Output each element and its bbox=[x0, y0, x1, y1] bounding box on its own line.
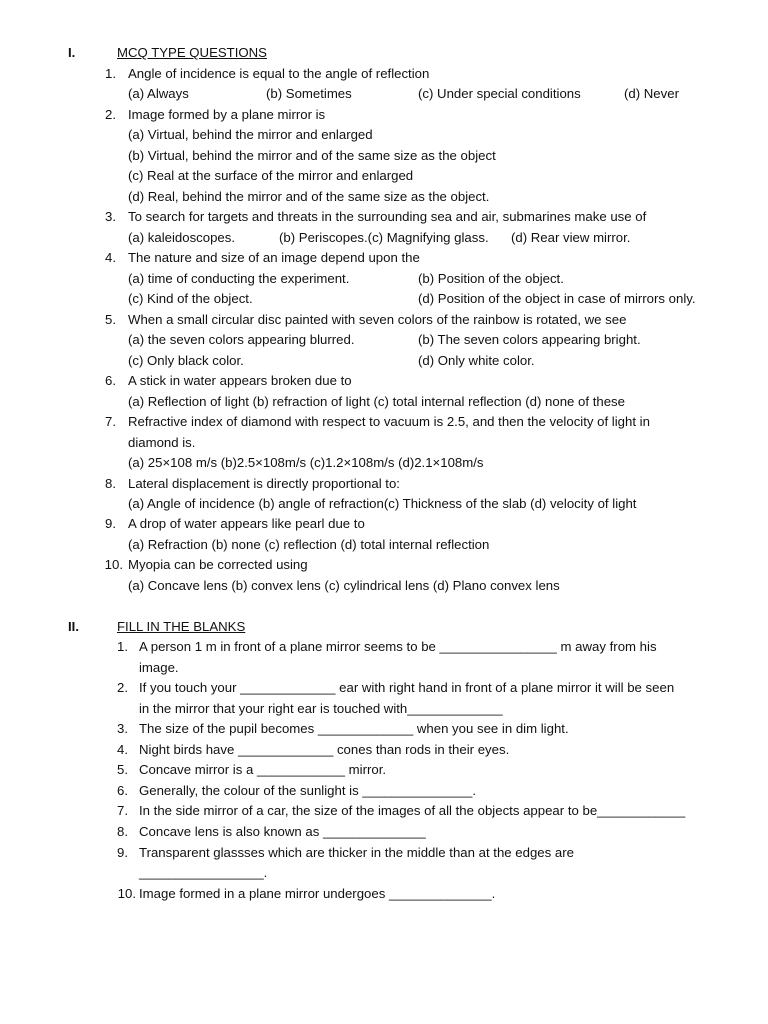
question-8-text: Lateral displacement is directly proportional to: bbox=[128, 476, 400, 491]
fill-4-number: 4. bbox=[117, 742, 128, 757]
question-9-number: 9. bbox=[105, 516, 116, 531]
question-2-number: 2. bbox=[105, 107, 116, 122]
fill-10-number: 10. bbox=[117, 886, 136, 901]
question-4-text: The nature and size of an image depend upon the bbox=[128, 250, 420, 265]
fill-8-number: 8. bbox=[117, 824, 128, 839]
question-1-text: Angle of incidence is equal to the angle of reflection bbox=[128, 66, 430, 81]
question-7-number: 7. bbox=[105, 414, 116, 429]
question-5-option-d: (d) Only white color. bbox=[418, 353, 535, 368]
question-4-option-c: (c) Kind of the object. bbox=[128, 291, 253, 306]
question-6-number: 6. bbox=[105, 373, 116, 388]
question-7-text-line1: Refractive index of diamond with respect to vacuum is 2.5, and then the velocity of light in bbox=[128, 414, 650, 429]
question-2-text: Image formed by a plane mirror is bbox=[128, 107, 326, 122]
question-2-option-a: (a) Virtual, behind the mirror and enlarged bbox=[128, 127, 373, 142]
question-3-option-d: (d) Rear view mirror. bbox=[511, 230, 631, 245]
fill-9-line2: _________________. bbox=[139, 865, 268, 880]
question-10-options: (a) Concave lens (b) convex lens (c) cylindrical lens (d) Plano convex lens bbox=[128, 578, 560, 593]
question-9-text: A drop of water appears like pearl due to bbox=[128, 516, 365, 531]
question-2-option-b: (b) Virtual, behind the mirror and of the same size as the object bbox=[128, 148, 496, 163]
fill-6-number: 6. bbox=[117, 783, 128, 798]
question-1-option-c: (c) Under special conditions bbox=[418, 86, 581, 101]
question-5-option-b: (b) The seven colors appearing bright. bbox=[418, 332, 641, 347]
section-2-title: FILL IN THE BLANKS bbox=[117, 619, 246, 634]
question-9-options: (a) Refraction (b) none (c) reflection (d) total internal reflection bbox=[128, 537, 490, 552]
fill-9-line1: Transparent glassses which are thicker in the middle than at the edges are bbox=[139, 845, 574, 860]
question-1-number: 1. bbox=[105, 66, 116, 81]
question-7-text-line2: diamond is. bbox=[128, 435, 196, 450]
question-6-text: A stick in water appears broken due to bbox=[128, 373, 352, 388]
section-1-title: MCQ TYPE QUESTIONS bbox=[117, 45, 267, 60]
question-4-option-a: (a) time of conducting the experiment. bbox=[128, 271, 350, 286]
question-5-number: 5. bbox=[105, 312, 116, 327]
question-7-options: (a) 25×108 m/s (b)2.5×108m/s (c)1.2×108m/s (d)2.1×108m/s bbox=[128, 455, 484, 470]
fill-7-number: 7. bbox=[117, 803, 128, 818]
fill-2-line1: If you touch your _____________ ear with right hand in front of a plane mirror it will be seen bbox=[139, 680, 675, 695]
question-2-option-d: (d) Real, behind the mirror and of the same size as the object. bbox=[128, 189, 490, 204]
question-5-text: When a small circular disc painted with seven colors of the rainbow is rotated, we see bbox=[128, 312, 627, 327]
question-4-option-b: (b) Position of the object. bbox=[418, 271, 564, 286]
question-8-options: (a) Angle of incidence (b) angle of refraction(c) Thickness of the slab (d) velocity of light bbox=[128, 496, 637, 511]
question-3-text: To search for targets and threats in the surrounding sea and air, submarines make use of bbox=[128, 209, 647, 224]
question-1-option-b: (b) Sometimes bbox=[266, 86, 352, 101]
fill-4-line1: Night birds have _____________ cones than rods in their eyes. bbox=[139, 742, 510, 757]
fill-3-line1: The size of the pupil becomes _____________ when you see in dim light. bbox=[139, 721, 569, 736]
question-10-number: 10. bbox=[104, 557, 123, 572]
fill-2-line2: in the mirror that your right ear is touched with_____________ bbox=[139, 701, 503, 716]
question-1-option-a: (a) Always bbox=[128, 86, 189, 101]
question-3-number: 3. bbox=[105, 209, 116, 224]
fill-9-number: 9. bbox=[117, 845, 128, 860]
question-8-number: 8. bbox=[105, 476, 116, 491]
question-10-text: Myopia can be corrected using bbox=[128, 557, 308, 572]
fill-3-number: 3. bbox=[117, 721, 128, 736]
fill-5-line1: Concave mirror is a ____________ mirror. bbox=[139, 762, 387, 777]
fill-1-line2: image. bbox=[139, 660, 179, 675]
fill-10-line1: Image formed in a plane mirror undergoes ______________. bbox=[139, 886, 496, 901]
question-1-option-d: (d) Never bbox=[624, 86, 679, 101]
fill-7-line1: In the side mirror of a car, the size of the images of all the objects appear to be____________ bbox=[139, 803, 686, 818]
question-5-option-a: (a) the seven colors appearing blurred. bbox=[128, 332, 355, 347]
section-2-numeral: II. bbox=[68, 619, 79, 634]
question-4-number: 4. bbox=[105, 250, 116, 265]
question-3-option-a: (a) kaleidoscopes. bbox=[128, 230, 236, 245]
fill-6-line1: Generally, the colour of the sunlight is _______________. bbox=[139, 783, 477, 798]
question-2-option-c: (c) Real at the surface of the mirror and enlarged bbox=[128, 168, 414, 183]
section-1-numeral: I. bbox=[68, 45, 76, 60]
question-6-options: (a) Reflection of light (b) refraction of light (c) total internal reflection (d) none of these bbox=[128, 394, 625, 409]
fill-2-number: 2. bbox=[117, 680, 128, 695]
fill-5-number: 5. bbox=[117, 762, 128, 777]
question-3-option-bc: (b) Periscopes.(c) Magnifying glass. bbox=[279, 230, 489, 245]
fill-1-line1: A person 1 m in front of a plane mirror seems to be ________________ m away from his bbox=[139, 639, 657, 654]
question-5-option-c: (c) Only black color. bbox=[128, 353, 244, 368]
fill-8-line1: Concave lens is also known as ______________ bbox=[139, 824, 426, 839]
question-4-option-d: (d) Position of the object in case of mirrors only. bbox=[418, 291, 696, 306]
fill-1-number: 1. bbox=[117, 639, 128, 654]
